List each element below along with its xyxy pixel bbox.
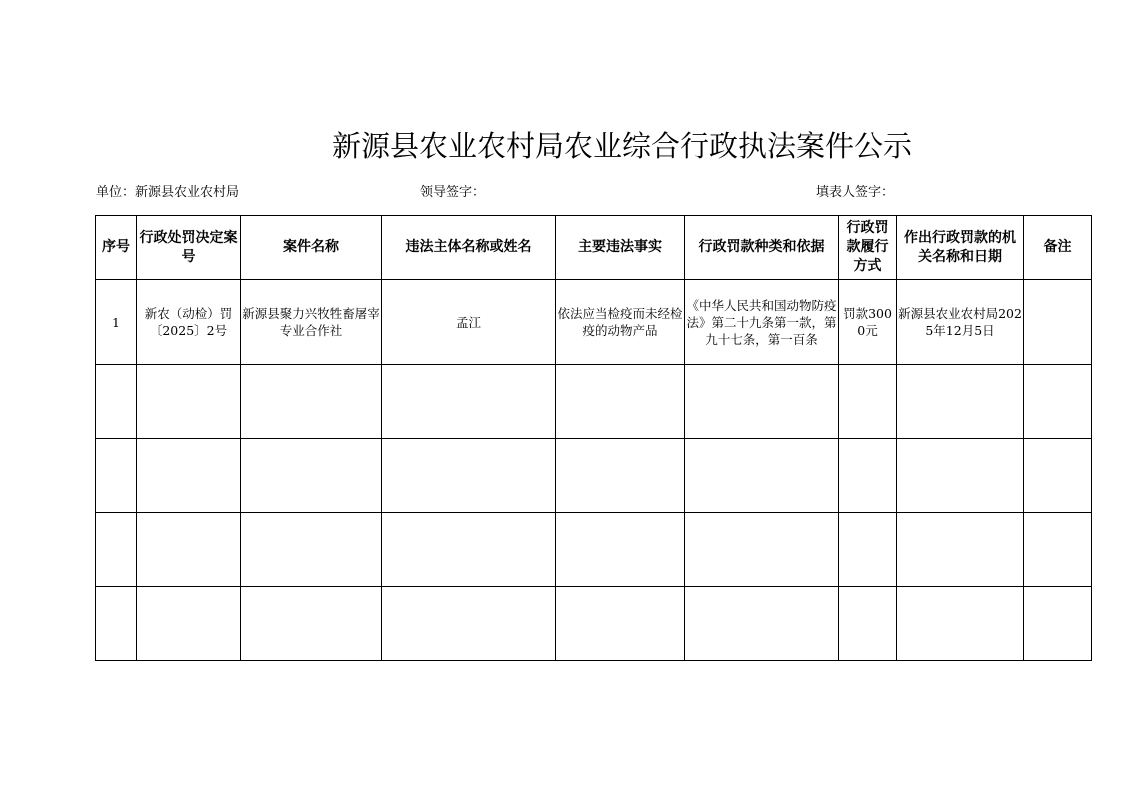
header-row [96,216,1092,280]
cell-case-name: 新源县聚力兴牧牲畜屠宰专业合作社 [241,280,382,365]
header-seq: 序号 [96,216,137,280]
cell-subject [382,513,556,587]
cell-remarks [1024,280,1092,365]
filler-signature-label: 填表人签字： [816,185,895,200]
cell-case-no [137,587,241,661]
cell-authority-date [897,439,1024,513]
table-row [96,280,1092,365]
cell-fine-method [839,513,897,587]
cell-authority-date [897,365,1024,439]
cell-subject [382,439,556,513]
cell-remarks [1024,439,1092,513]
cell-remarks [1024,587,1092,661]
cell-fine-method [839,587,897,661]
cell-case-no [137,513,241,587]
cell-subject [382,365,556,439]
cell-remarks [1024,365,1092,439]
cell-basis [685,365,839,439]
header-remarks: 备注 [1024,216,1092,280]
cell-basis [685,587,839,661]
cell-seq [96,587,137,661]
cell-remarks [1024,513,1092,587]
table-row [96,587,1092,661]
cell-seq: 1 [96,280,137,365]
cell-facts [556,439,685,513]
header-fine-method: 行政罚款履行方式 [839,216,897,280]
header-basis: 行政罚款种类和依据 [685,216,839,280]
header-subject: 违法主体名称或姓名 [382,216,556,280]
cell-case-name [241,587,382,661]
cell-authority-date [897,587,1024,661]
document-title: 新源县农业农村局农业综合行政执法案件公示 [331,129,912,163]
cell-facts [556,587,685,661]
cell-authority-date: 新源县农业农村局2025年12月5日 [897,280,1024,365]
cell-case-no [137,439,241,513]
cell-case-no: 新农（动检）罚〔2025〕2号 [137,280,241,365]
cell-facts [556,513,685,587]
cell-fine-method: 罚款3000元 [839,280,897,365]
header-facts: 主要违法事实 [556,216,685,280]
cell-facts: 依法应当检疫而未经检疫的动物产品 [556,280,685,365]
cell-case-name [241,365,382,439]
header-authority-date: 作出行政罚款的机关名称和日期 [897,216,1024,280]
cell-case-name [241,439,382,513]
cell-fine-method [839,365,897,439]
table-row [96,513,1092,587]
cell-subject: 孟江 [382,280,556,365]
header-case-no: 行政处罚决定案号 [137,216,241,280]
cell-basis: 《中华人民共和国动物防疫法》第二十九条第一款，第九十七条，第一百条 [685,280,839,365]
cell-case-name [241,513,382,587]
table-row [96,365,1092,439]
cell-seq [96,365,137,439]
cell-seq [96,513,137,587]
unit-label: 单位：新源县农业农村局 [96,185,240,200]
cell-basis [685,439,839,513]
cell-authority-date [897,513,1024,587]
cell-fine-method [839,439,897,513]
leader-signature-label: 领导签字： [420,185,486,200]
cell-basis [685,513,839,587]
header-case-name: 案件名称 [241,216,382,280]
case-table [95,215,1092,661]
cell-subject [382,587,556,661]
cell-seq [96,439,137,513]
cell-facts [556,365,685,439]
table-row [96,439,1092,513]
cell-case-no [137,365,241,439]
